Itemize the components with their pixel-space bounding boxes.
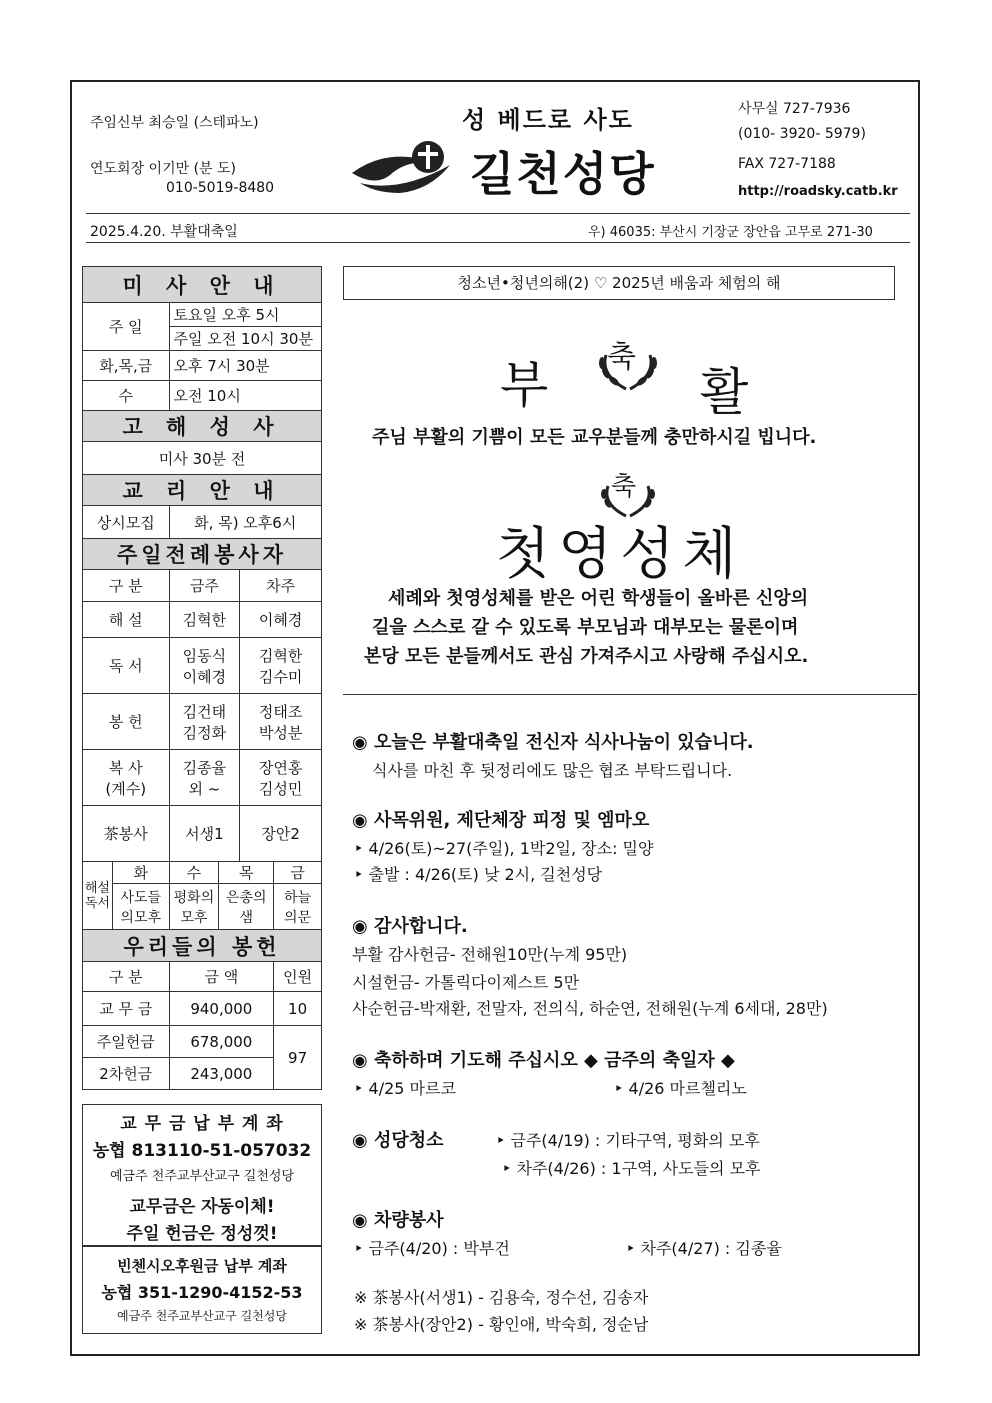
vin-number: 농협 351-1290-4152-53: [101, 1283, 303, 1302]
cleaning-this: ‣ 금주(4/19) : 기타구역, 평화의 모후: [496, 1131, 760, 1150]
reading-day-tue: 화: [112, 862, 169, 884]
altar-label-2: (계수): [105, 779, 147, 798]
reading-group-wed: [169, 884, 219, 930]
notice-meal-body: 식사를 마친 후 뒷정리에도 많은 협조 부탁드립니다.: [372, 761, 733, 780]
reading-group-fri-2: 의문: [284, 909, 312, 926]
commentary-label: 해 설: [83, 602, 170, 638]
first-communion-title: 첫영성체: [496, 522, 745, 587]
header-divider-2: [86, 242, 910, 243]
altar-label: [83, 750, 170, 806]
reading-group-wed-2: 모후: [180, 909, 208, 926]
header-divider: [86, 213, 910, 214]
vincent-account-box: [82, 1246, 322, 1334]
catechism-label: 상시모집: [83, 506, 170, 539]
notice-feast-title: ◉ 축하하며 기도해 주십시오 ◆ 금주의 축일자 ◆: [352, 1050, 735, 1071]
catechism-time: 화, 목) 오후6시: [169, 506, 321, 539]
date-line: 2025.4.20. 부활대축일: [90, 224, 238, 240]
communion-msg-1: 세례와 첫영성체를 받은 어린 학생들이 올바른 신앙의: [388, 588, 809, 609]
sunday-offer-label: 주일헌금: [83, 1026, 170, 1058]
reading-group-fri-1: 하늘: [284, 889, 312, 906]
offering-this-2: 김정화: [182, 723, 227, 742]
weekday-time: 오후 7시 30분: [169, 351, 321, 381]
servers-head-next: 차주: [240, 570, 322, 602]
tea-label: 茶봉사: [83, 806, 170, 862]
reader-next-1: 김혁한: [258, 646, 303, 665]
reading-group-thu-2: 샘: [239, 909, 254, 926]
reader-this-2: 이혜경: [182, 667, 227, 686]
sunday-time-2: 주일 오전 10시 30분: [169, 327, 321, 351]
vin-title: 빈첸시오후원금 납부 계좌: [117, 1257, 287, 1275]
servers-title: 주일전례봉사자: [83, 539, 322, 570]
confession-title: 고 해 성 사: [83, 411, 322, 442]
offering-this: [169, 694, 240, 750]
reader-next: [240, 638, 322, 694]
second-offer-amount: 243,000: [169, 1058, 274, 1090]
offering-label: 봉 헌: [83, 694, 170, 750]
offer-head-amount: 금 액: [169, 962, 274, 992]
commentary-next: 이혜경: [240, 602, 322, 638]
catechism-title: 교 리 안 내: [83, 475, 322, 506]
acct-holder: 예금주 천주교부산교구 길천성당: [109, 1169, 295, 1184]
reading-group-thu: [219, 884, 274, 930]
vehicle-this: ‣ 금주(4/20) : 박부건: [354, 1239, 510, 1258]
offering-next: [240, 694, 322, 750]
feast-1: ‣ 4/25 마르코: [354, 1079, 456, 1098]
website[interactable]: http://roadsky.catb.kr: [738, 184, 898, 199]
altar-next-1: 장연홍: [258, 758, 303, 777]
notice-retreat-date: ‣ 4/26(토)~27(주일), 1박2일, 장소: 밀양: [354, 839, 654, 858]
communion-msg-2: 길을 스스로 갈 수 있도록 부모님과 대부모는 물론이며: [372, 617, 799, 638]
church-logo: [350, 135, 460, 195]
patron-saint: 성 베드로 사도: [462, 106, 634, 134]
easter-char-1: 부: [500, 356, 549, 414]
dues-label: 교 무 금: [83, 992, 170, 1026]
altar-this-1: 김종율: [182, 758, 227, 777]
pastor: 주임신부 최승일 (스테파노): [90, 115, 259, 131]
second-offer-label: 2차헌금: [83, 1058, 170, 1090]
fax: FAX 727-7188: [738, 156, 836, 172]
altar-next-2: 김성민: [258, 779, 303, 798]
wed-label: 수: [83, 381, 170, 411]
right-divider: [343, 694, 917, 695]
reading-group-tue-1: 사도들: [120, 889, 161, 906]
reading-group-tue: [112, 884, 169, 930]
commentary-this: 김혁한: [169, 602, 240, 638]
reading-label: 해설독서: [83, 862, 113, 930]
offer-head-count: 인원: [274, 962, 322, 992]
mobile-phone: (010- 3920- 5979): [738, 126, 866, 142]
feast-2: ‣ 4/26 마르첼리노: [614, 1079, 747, 1098]
wed-time: 오전 10시: [169, 381, 321, 411]
communion-congrats: 축: [611, 472, 637, 502]
notice-thanks-2: 시설헌금- 가톨릭다이제스트 5만: [352, 973, 580, 992]
sunday-label: 주 일: [83, 303, 170, 351]
year-theme: 청소년•청년의해(2) ♡ 2025년 배움과 체험의 해: [343, 266, 895, 300]
servers-head-kind: 구 분: [83, 570, 170, 602]
reading-day-thu: 목: [219, 862, 274, 884]
notice-thanks-1: 부활 감사헌금- 전해원10만(누계 95만): [352, 945, 628, 964]
reading-day-wed: 수: [169, 862, 219, 884]
reading-group-tue-2: 의모후: [120, 909, 161, 926]
mass-title: 미 사 안 내: [83, 267, 322, 303]
notice-retreat-title: ◉ 사목위원, 제단체장 피정 및 엠마오: [352, 810, 650, 831]
chairman-phone: 010-5019-8480: [166, 180, 275, 196]
offering-next-1: 정태조: [258, 702, 303, 721]
easter-message: 주님 부활의 기쁨이 모든 교우분들께 충만하시길 빕니다.: [372, 427, 817, 448]
reader-next-2: 김수미: [258, 667, 303, 686]
notice-cleaning-title: ◉ 성당청소: [352, 1130, 444, 1151]
reading-group-wed-1: 평화의: [173, 889, 215, 906]
altar-label-1: 복 사: [108, 758, 143, 777]
altar-next: [240, 750, 322, 806]
offer-title: 우리들의 봉헌: [83, 930, 322, 962]
vin-holder: 예금주 천주교부산교구 길천성당: [117, 1309, 287, 1323]
offer-head-kind: 구 분: [83, 962, 170, 992]
tea-next: 장안2: [240, 806, 322, 862]
offering-note: 주일 헌금은 정성껏!: [126, 1224, 278, 1244]
dues-account-box: [82, 1104, 322, 1246]
offering-next-2: 박성분: [258, 723, 303, 742]
altar-this: [169, 750, 240, 806]
reader-label: 독 서: [83, 638, 170, 694]
left-info-table: [82, 266, 322, 1090]
auto-transfer: 교무금은 자동이체!: [129, 1197, 275, 1217]
notice-vehicle-title: ◉ 차량봉사: [352, 1210, 444, 1231]
reader-this: [169, 638, 240, 694]
notice-retreat-depart: ‣ 출발 : 4/26(토) 낮 2시, 길천성당: [354, 865, 603, 884]
communion-msg-3: 본당 모든 분들께서도 관심 가져주시고 사랑해 주십시오.: [364, 646, 809, 667]
easter-char-2: 활: [700, 363, 749, 421]
address: 우) 46035: 부산시 기장군 장안읍 고무로 271-30: [588, 225, 873, 240]
tea-service-1: ※ 茶봉사(서생1) - 김용숙, 정수선, 김송자: [354, 1288, 649, 1307]
weekday-label: 화,목,금: [83, 351, 170, 381]
easter-congrats: 축: [607, 340, 636, 375]
altar-this-2: 외 ~: [188, 779, 221, 798]
acct-title: 교 무 금 납 부 계 좌: [120, 1114, 284, 1134]
servers-head-this: 금주: [169, 570, 240, 602]
offering-this-1: 김건태: [182, 702, 227, 721]
vehicle-next: ‣ 차주(4/27) : 김종율: [626, 1239, 782, 1258]
notice-thanks-3: 사순헌금-박재환, 전말자, 전의식, 하순연, 전해원(누계 6세대, 28만): [352, 999, 828, 1018]
notice-meal-title: ◉ 오늘은 부활대축일 전신자 식사나눔이 있습니다.: [352, 732, 754, 753]
reader-this-1: 임동식: [182, 646, 227, 665]
sunday-time-1: 토요일 오후 5시: [169, 303, 321, 327]
tea-this: 서생1: [169, 806, 240, 862]
cleaning-next: ‣ 차주(4/26) : 1구역, 사도들의 모후: [502, 1159, 761, 1178]
church-name: 길천성당: [470, 147, 656, 201]
acct-number: 농협 813110-51-057032: [92, 1141, 312, 1161]
confession-time: 미사 30분 전: [83, 442, 322, 475]
chairman: 연도회장 이기만 (분 도): [90, 161, 236, 177]
reading-group-fri: [274, 884, 322, 930]
dues-count: 10: [274, 992, 322, 1026]
tea-service-2: ※ 茶봉사(장안2) - 황인애, 박숙희, 정순남: [354, 1315, 649, 1334]
reading-group-thu-1: 은총의: [225, 889, 267, 906]
sunday-offer-amount: 678,000: [169, 1026, 274, 1058]
office-phone: 사무실 727-7936: [738, 101, 851, 117]
offer-count: 97: [274, 1026, 322, 1090]
notice-thanks-title: ◉ 감사합니다.: [352, 916, 468, 937]
dues-amount: 940,000: [169, 992, 274, 1026]
reading-day-fri: 금: [274, 862, 322, 884]
